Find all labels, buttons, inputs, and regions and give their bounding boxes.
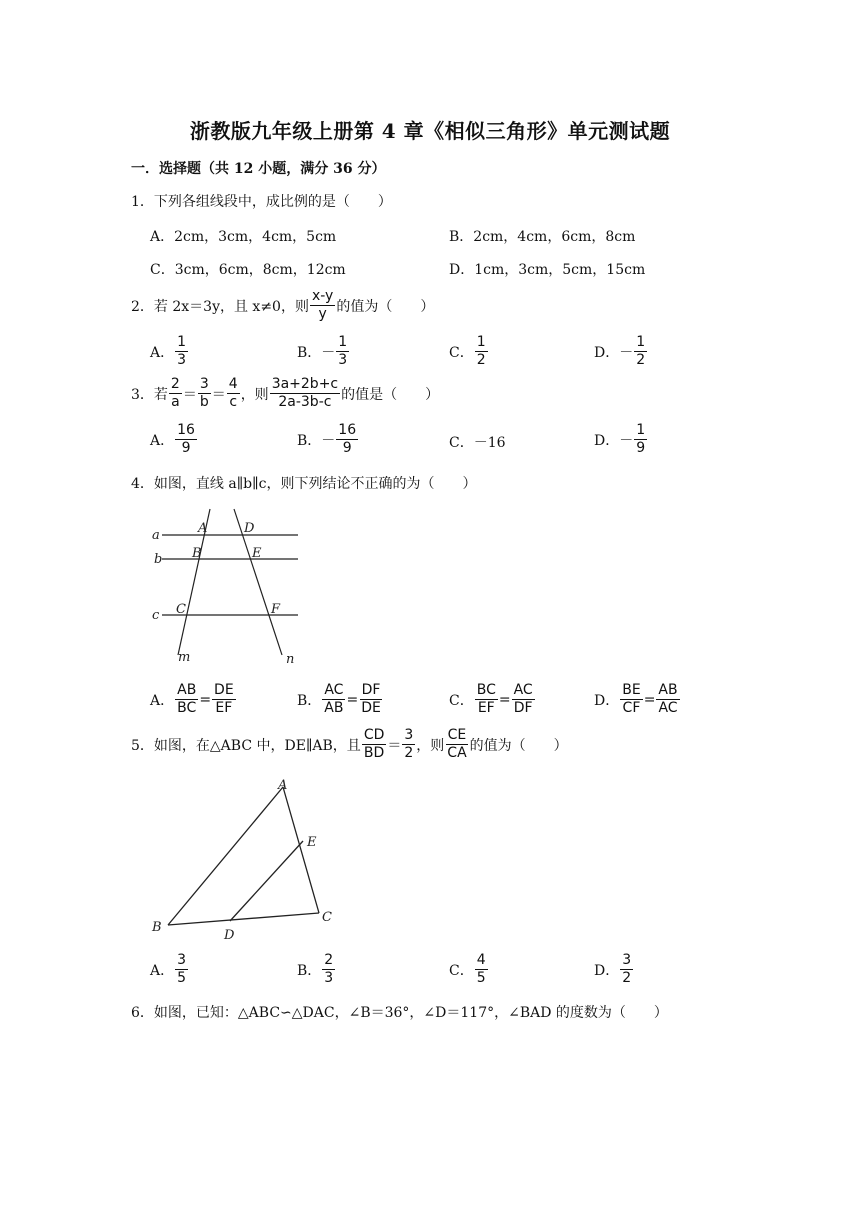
label-point-f: F [271,602,281,617]
question-3-option-c: C．－16 [449,435,506,451]
question-2-option-b: B．－ $\frac{1}{3}$ [297,334,348,368]
label-point-d: D [224,928,235,943]
segment-bc [168,913,319,925]
question-4-option-a: A． $\frac{AB}{BC}$ = $\frac{DE}{EF}$ [150,682,234,716]
label-point-e: E [252,546,262,561]
question-4-option-b: B． $\frac{AC}{AB}$ = $\frac{DF}{DE}$ [297,682,381,716]
question-5-option-c: C． $\frac{4}{5}$ [449,952,486,986]
page-title: 浙教版九年级上册第 4 章《相似三角形》单元测试题 [189,119,671,143]
question-5-option-b: B． $\frac{2}{3}$ [297,952,334,986]
question-4-option-d: D． $\frac{BE}{CF}$ = $\frac{AB}{AC}$ [594,682,678,716]
fraction: $\frac{x-y}{y}$ [311,288,334,322]
question-4-stem: 4．如图，直线 a∥b∥c，则下列结论不正确的为（ ） [131,476,477,492]
question-3-option-d: D．－ $\frac{1}{9}$ [594,422,646,456]
label-c: c [152,608,160,623]
question-2-stem: 2．若 2x＝3y，且 x≠0，则 $\frac{x-y}{y}$ 的值为（ ） [131,288,435,322]
question-5-stem: 5．如图，在△ABC 中，DE∥AB，且 $\frac{CD}{BD}$ ＝ $\frac{3}{2}$ ，则 $\frac{CE}{CA}$ 的值为（ ） [131,727,568,761]
question-2-option-c: C． $\frac{1}{2}$ [449,334,486,368]
question-4-option-c: C． $\frac{BC}{EF}$ = $\frac{AC}{DF}$ [449,682,533,716]
question-5-figure [148,775,348,945]
question-1-option-b: B．2cm，4cm，6cm，8cm [449,229,636,245]
line-n [234,509,282,655]
question-5-option-d: D． $\frac{3}{2}$ [594,952,632,986]
question-1-option-a: A．2cm，3cm，4cm，5cm [150,229,337,245]
segment-ac [283,787,319,913]
label-point-a: A [198,521,208,536]
question-1-option-d: D．1cm，3cm，5cm，15cm [449,262,646,278]
label-point-d: D [244,521,255,536]
label-point-c: C [176,602,186,617]
question-4-figure [150,505,315,670]
section-heading: 一．选择题（共 12 小题，满分 36 分） [131,161,386,177]
question-5-option-a: A． $\frac{3}{5}$ [150,952,187,986]
label-point-e: E [307,835,317,850]
question-1-stem: 1．下列各组线段中，成比例的是（ ） [131,194,392,210]
segment-de [230,841,303,921]
label-m: m [178,650,191,665]
label-point-b: B [152,920,162,935]
question-2-option-a: A． $\frac{1}{3}$ [150,334,187,368]
label-point-a: A [278,778,288,793]
question-2-option-d: D．－ $\frac{1}{2}$ [594,334,646,368]
question-3-option-a: A． $\frac{16}{9}$ [150,422,195,456]
label-n: n [286,652,295,667]
question-3-stem: 3．若 $\frac{2}{a}$ ＝ $\frac{3}{b}$ ＝ $\frac{4}{c}$ ，则 $\frac{3a+2b+c}{2a-3b-c}$ 的值是（ ） [131,376,440,410]
label-a: a [152,528,160,543]
question-1-option-c: C．3cm，6cm，8cm，12cm [150,262,346,278]
label-point-c: C [322,910,332,925]
label-b: b [154,552,163,567]
segment-ab [168,787,283,925]
question-6-stem: 6．如图，已知：△ABC∽△DAC，∠B＝36°，∠D＝117°，∠BAD 的度数为（ ） [131,1005,668,1021]
question-3-option-b: B．－ $\frac{16}{9}$ [297,422,357,456]
label-point-b: B [192,546,202,561]
